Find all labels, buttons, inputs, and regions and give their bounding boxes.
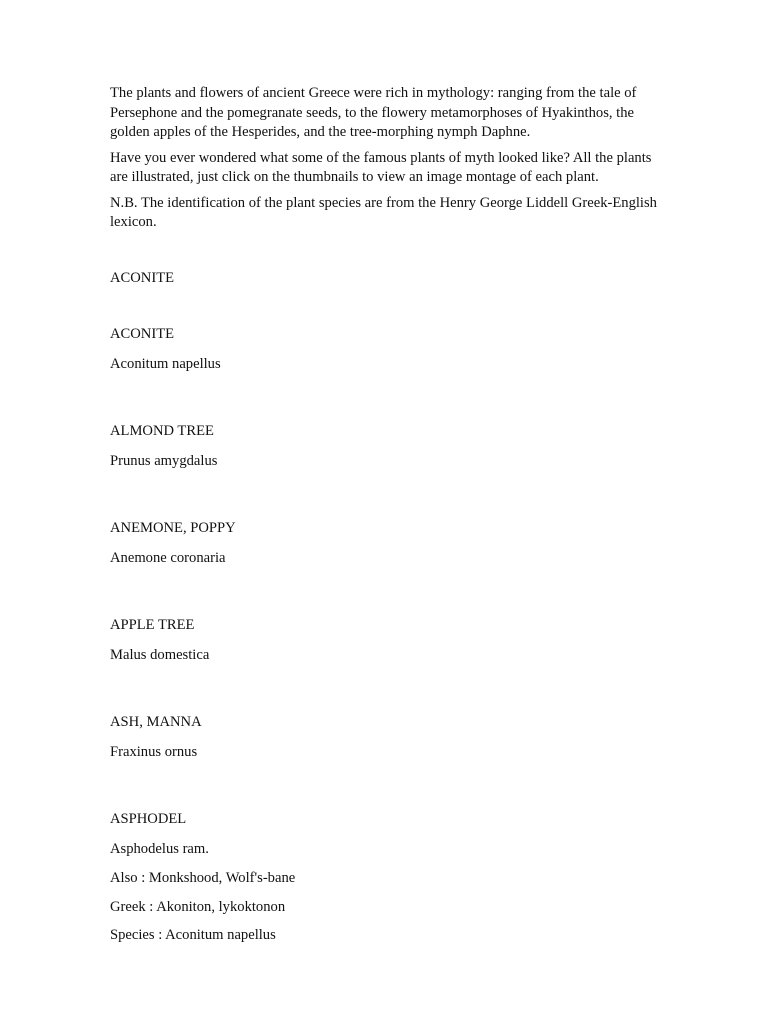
greek-name: Greek : Akoniton, lykoktonon <box>110 898 286 915</box>
plant-name: ANEMONE, POPPY <box>110 520 236 536</box>
plant-entry <box>110 519 658 568</box>
plant-name: APPLE TREE <box>110 617 195 633</box>
intro-section <box>110 84 658 233</box>
plant-details <box>110 869 658 946</box>
plant-species: Aconitum napellus <box>110 355 221 372</box>
plant-entry <box>110 616 658 665</box>
also-known-as: Also : Monkshood, Wolf's-bane <box>110 870 296 886</box>
intro-paragraph: N.B. The identification of the plant species are from the Henry George Liddell Greek-English lexicon. <box>110 194 657 230</box>
plant-name: ASPHODEL <box>110 811 187 827</box>
plant-entry <box>110 810 658 859</box>
plant-list <box>110 325 658 859</box>
plant-entry <box>110 422 658 471</box>
species-name: Species : Aconitum napellus <box>110 927 276 943</box>
plant-name: ACONITE <box>110 326 175 342</box>
plant-species: Anemone coronaria <box>110 549 226 566</box>
plant-species: Malus domestica <box>110 646 210 663</box>
plant-entry <box>110 325 658 374</box>
plant-species: Prunus amygdalus <box>110 452 218 469</box>
plant-species: Fraxinus ornus <box>110 743 198 760</box>
intro-paragraph: Have you ever wondered what some of the famous plants of myth looked like? All the plants are illustrated, just click on the thumbnails to view an image montage of each plant. <box>110 149 652 185</box>
plant-entry <box>110 713 658 762</box>
section-heading: ACONITE <box>110 269 175 286</box>
intro-paragraph: The plants and flowers of ancient Greece were rich in mythology: ranging from the tale of Persephone and the pomegranate seeds, to the flowery metamorphoses of Hyakinthos, the golden apples of the Hesperides, and the tree-morphing nymph Daphne. <box>110 85 637 140</box>
plant-name: ASH, MANNA <box>110 714 202 730</box>
plant-name: ALMOND TREE <box>110 423 214 439</box>
document-page <box>110 84 658 955</box>
plant-species: Asphodelus ram. <box>110 840 209 857</box>
